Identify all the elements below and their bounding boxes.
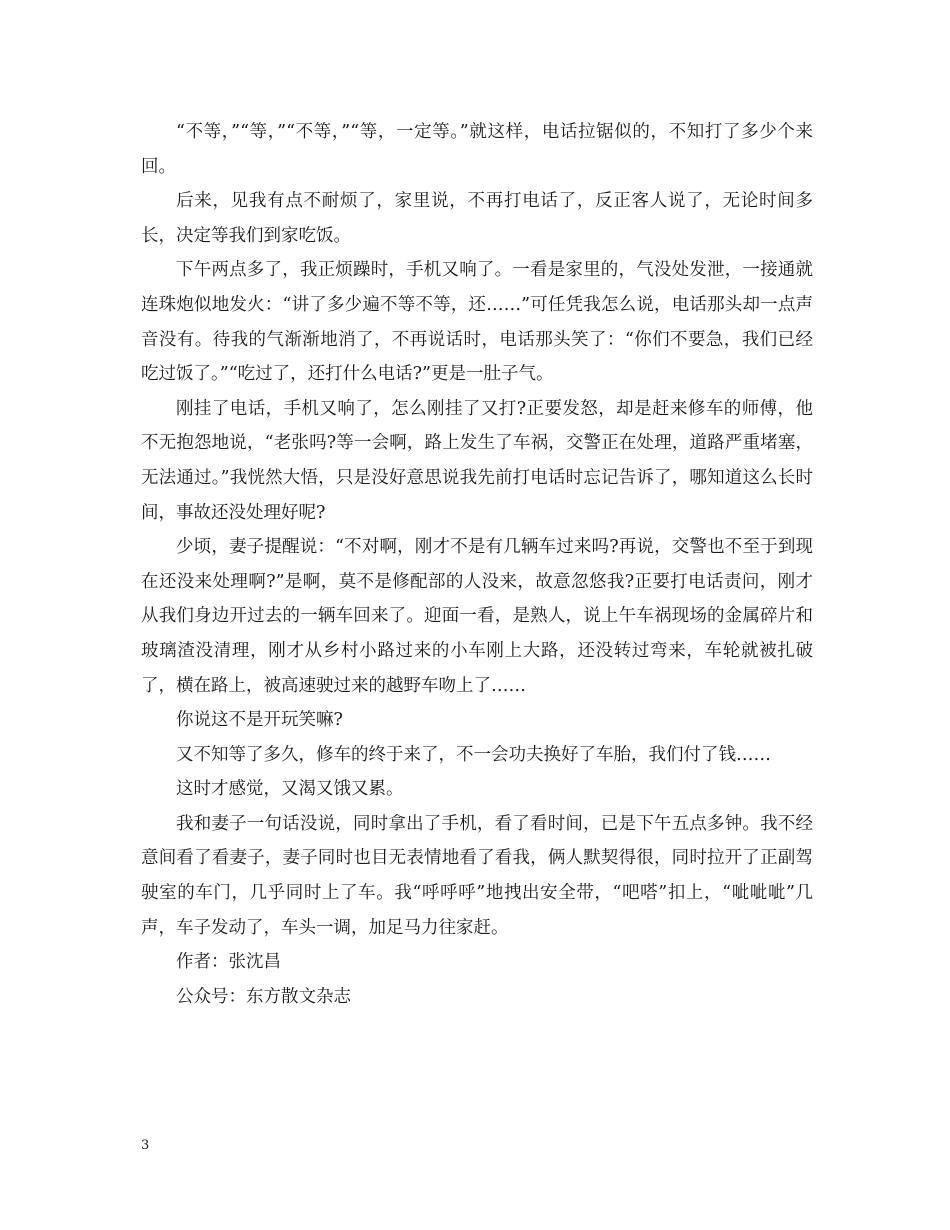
paragraph: 少顷，妻子提醒说：“不对啊，刚才不是有几辆车过来吗?再说，交警也不至于到现在还没来处理啊?”是啊，莫不是修配部的人没来，故意忽悠我?正要打电话责问，刚才从我们身边开过去的一辆车回来了。迎面一看，是熟人，说上午车祸现场的金属碎片和玻璃渣没清理，刚才从乡村小路过来的小车刚上大路，还没转过弯来，车轮就被扎破了，横在路上，被高速驶过来的越野车吻上了…… xyxy=(141,537,813,696)
page-number: 3 xyxy=(141,1138,150,1153)
paragraph: 我和妻子一句话没说，同时拿出了手机，看了看时间，已是下午五点多钟。我不经意间看了看妻子，妻子同时也目无表情地看了看我，俩人默契得很，同时拉开了正副驾驶室的车门，几乎同时上了车。我“呼呼呼”地拽出安全带，“吧嗒”扣上，“呲呲呲”几声，车子发动了，车头一调，加足马力往家赶。 xyxy=(141,813,813,938)
paragraph: 下午两点多了，我正烦躁时，手机又响了。一看是家里的，气没处发泄，一接通就连珠炮似地发火：“讲了多少遍不等不等，还……”可任凭我怎么说，电话那头却一点声音没有。待我的气渐渐地消了，不再说话时，电话那头笑了：“你们不要急，我们已经吃过饭了。”“吃过了，还打什么电话?”更是一肚子气。 xyxy=(141,260,813,385)
paragraph: 后来，见我有点不耐烦了，家里说，不再打电话了，反正客人说了，无论时间多长，决定等我们到家吃饭。 xyxy=(141,191,813,246)
paragraph: 又不知等了多久，修车的终于来了，不一会功夫换好了车胎，我们付了钱…… xyxy=(176,744,771,765)
author-line: 作者：张沈昌 xyxy=(176,952,281,973)
article-body xyxy=(141,115,813,1014)
paragraph: 这时才感觉，又渴又饿又累。 xyxy=(176,779,404,800)
paragraph: “不等，”“等，”“不等，”“等，一定等。”就这样，电话拉锯似的，不知打了多少个来回。 xyxy=(141,122,813,177)
paragraph: 你说这不是开玩笑嘛? xyxy=(176,710,343,731)
paragraph: 刚挂了电话，手机又响了，怎么刚挂了又打?正要发怒，却是赶来修车的师傅，他不无抱怨地说，“老张吗?等一会啊，路上发生了车祸，交警正在处理，道路严重堵塞，无法通过。”我恍然大悟，只是没好意思说我先前打电话时忘记告诉了，哪知道这么长时间，事故还没处理好呢? xyxy=(141,398,813,523)
public-account-line: 公众号：东方散文杂志 xyxy=(176,986,351,1007)
